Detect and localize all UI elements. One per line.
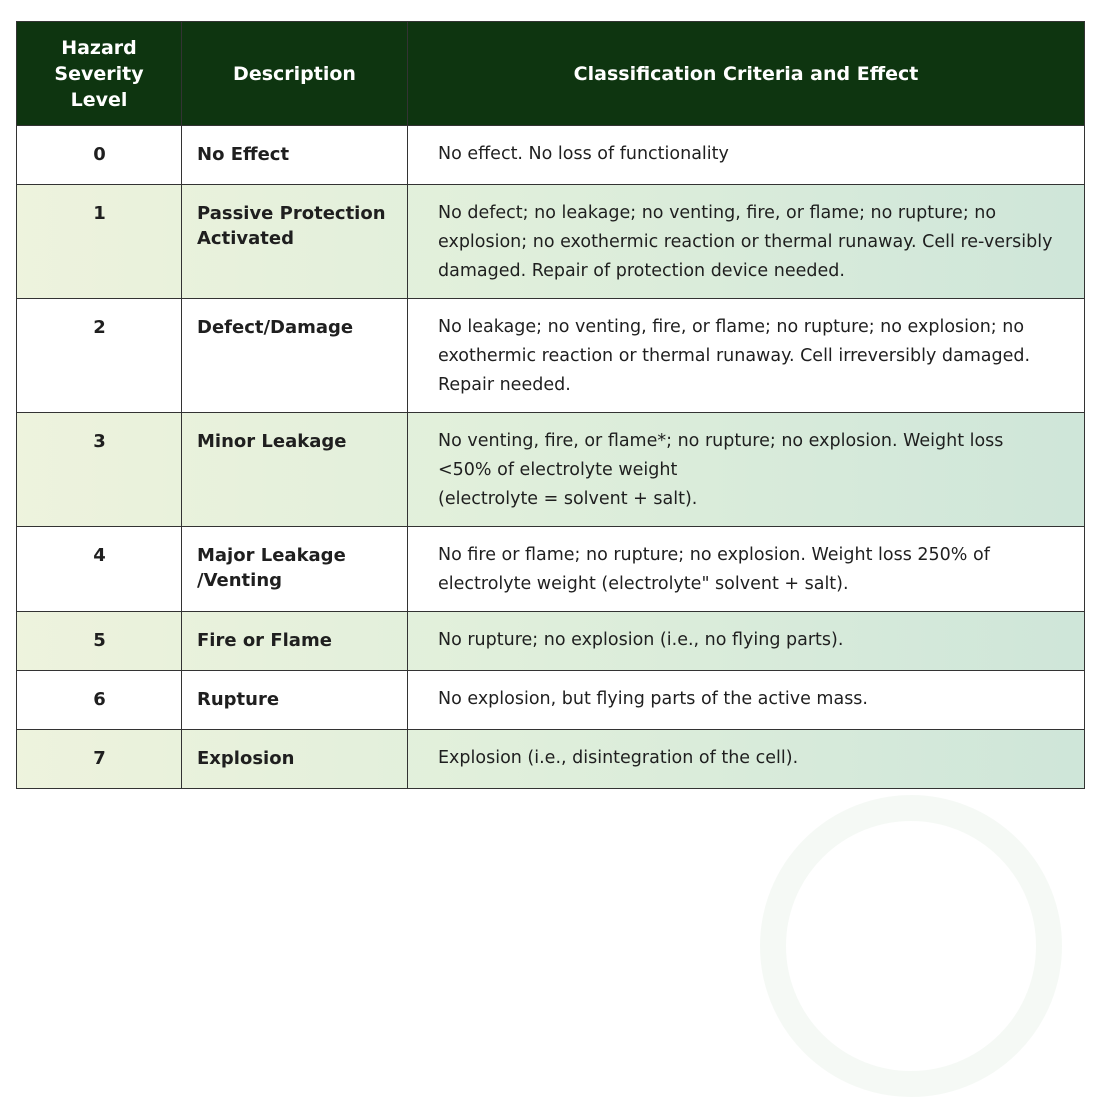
table-row — [17, 185, 1085, 299]
header-description: Description — [182, 22, 408, 126]
table-row — [17, 730, 1085, 789]
table-row — [17, 413, 1085, 527]
criteria-cell: Explosion (i.e., disintegration of the cell). — [408, 730, 1085, 789]
level-cell: 1 — [17, 185, 182, 299]
criteria-text: No venting, fire, or flame*; no rupture; no explosion. Weight loss <50% of electrolyte weight — [438, 431, 1004, 480]
hazard-severity-table — [16, 21, 1085, 789]
header-hazard-severity-level: Hazard Severity Level — [17, 22, 182, 126]
description-cell: Rupture — [182, 671, 408, 730]
table-row — [17, 126, 1085, 185]
level-cell: 7 — [17, 730, 182, 789]
criteria-cell: No effect. No loss of functionality — [408, 126, 1085, 185]
description-cell: Major Leakage /Venting — [182, 527, 408, 612]
level-cell: 4 — [17, 527, 182, 612]
criteria-cell: No explosion, but flying parts of the active mass. — [408, 671, 1085, 730]
level-cell: 6 — [17, 671, 182, 730]
table-row — [17, 612, 1085, 671]
criteria-cell: No leakage; no venting, fire, or flame; no rupture; no explosion; no exothermic reaction or thermal runaway. Cell irreversibly damaged. Repair needed. — [408, 299, 1085, 413]
level-cell: 2 — [17, 299, 182, 413]
description-cell: Fire or Flame — [182, 612, 408, 671]
watermark-logo-bottom — [760, 795, 1062, 1097]
table-row — [17, 527, 1085, 612]
level-cell: 0 — [17, 126, 182, 185]
table-row — [17, 671, 1085, 730]
level-cell: 5 — [17, 612, 182, 671]
description-cell: Defect/Damage — [182, 299, 408, 413]
description-cell: Passive Protection Activated — [182, 185, 408, 299]
description-cell: No Effect — [182, 126, 408, 185]
criteria-cell: No fire or flame; no rupture; no explosion. Weight loss 250% of electrolyte weight (electrolyte" solvent + salt). — [408, 527, 1085, 612]
criteria-cell: No defect; no leakage; no venting, fire, or flame; no rupture; no explosion; no exothermic reaction or thermal runaway. Cell re-versibly damaged. Repair of protection device needed. — [408, 185, 1085, 299]
description-cell: Minor Leakage — [182, 413, 408, 527]
criteria-cell — [408, 413, 1085, 527]
criteria-extra-text: (electrolyte = solvent + salt). — [438, 489, 698, 509]
table-row — [17, 299, 1085, 413]
criteria-cell: No rupture; no explosion (i.e., no flying parts). — [408, 612, 1085, 671]
header-classification-criteria: Classification Criteria and Effect — [408, 22, 1085, 126]
description-cell: Explosion — [182, 730, 408, 789]
level-cell: 3 — [17, 413, 182, 527]
table-header-row — [17, 22, 1085, 126]
